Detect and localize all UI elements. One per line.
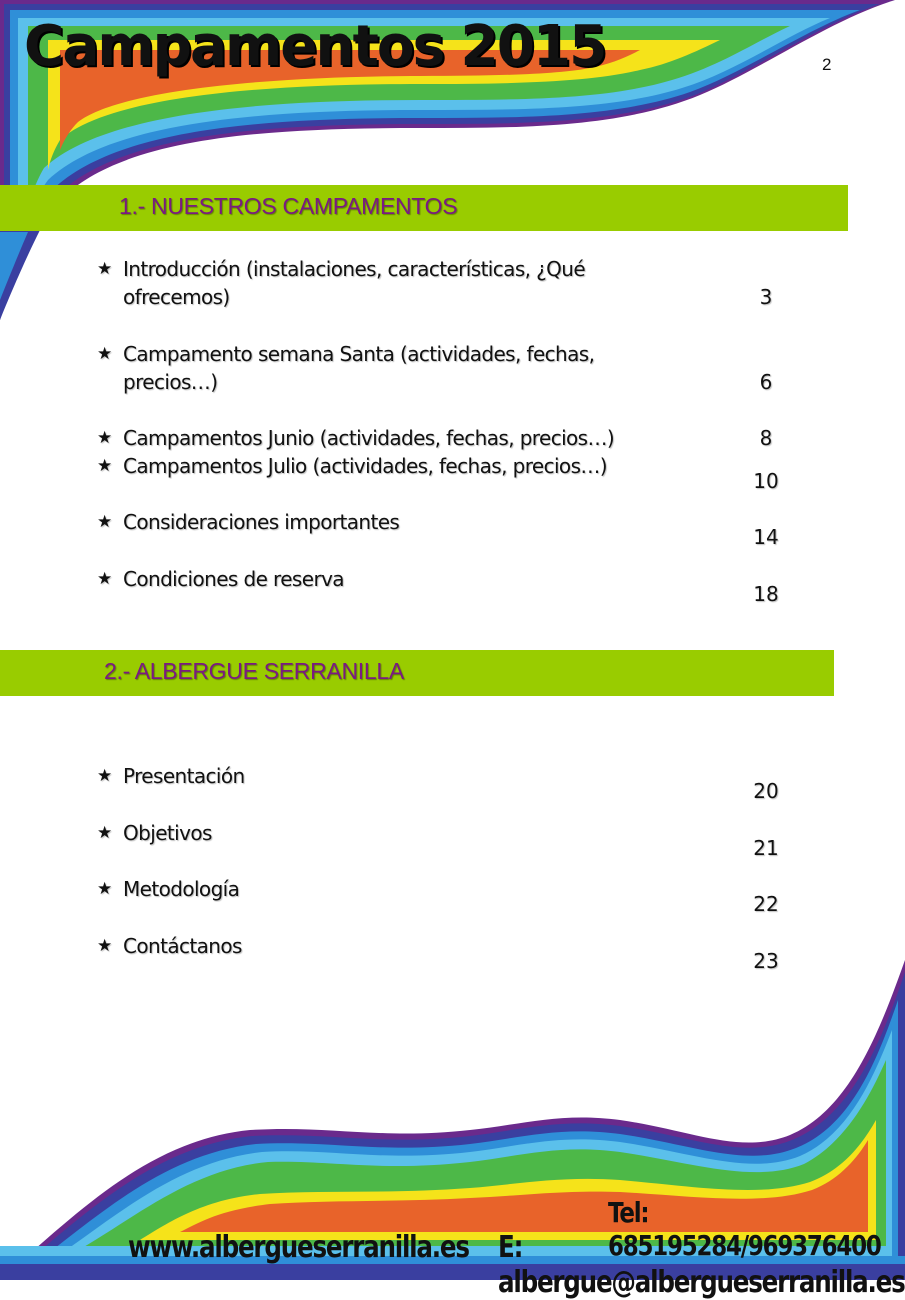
star-bullet-icon: ★ (97, 512, 113, 532)
footer-phone: Tel: 685195284/969376400 (608, 1196, 881, 1262)
footer-email-link[interactable]: E: albergue@albergueserranilla.es (498, 1230, 905, 1300)
toc-entry-page: 18 (753, 582, 779, 606)
toc-entry-junio[interactable] (97, 424, 797, 452)
toc-entry-introduccion[interactable] (97, 255, 797, 315)
footer-website-link[interactable]: www.albergueserranilla.es (128, 1230, 469, 1265)
toc-entry-page: 10 (753, 469, 779, 493)
toc-entry-page: 8 (759, 426, 773, 450)
star-bullet-icon: ★ (97, 936, 113, 956)
toc-entry-julio[interactable] (97, 452, 797, 502)
section-heading-2: 2.- ALBERGUE SERRANILLA (104, 658, 404, 684)
toc-entry-title: Campamentos Julio (actividades, fechas, precios…) (123, 454, 607, 478)
star-bullet-icon: ★ (97, 344, 113, 364)
toc-entry-title: Contáctanos (123, 934, 242, 958)
toc-entry-page: 21 (753, 836, 779, 860)
star-bullet-icon: ★ (97, 428, 113, 448)
section-heading-bar-2 (0, 650, 834, 696)
star-bullet-icon: ★ (97, 766, 113, 786)
toc-entry-objetivos[interactable] (97, 819, 797, 869)
toc-entry-metodologia[interactable] (97, 875, 797, 925)
toc-entry-semana-santa[interactable] (97, 340, 797, 400)
star-bullet-icon: ★ (97, 569, 113, 589)
toc-entry-consideraciones[interactable] (97, 508, 797, 558)
document-title: Campamentos 2015 (24, 14, 606, 79)
toc-entry-contactanos[interactable] (97, 932, 797, 982)
toc-entry-condiciones[interactable] (97, 565, 797, 615)
toc-entry-page: 20 (753, 779, 779, 803)
star-bullet-icon: ★ (97, 879, 113, 899)
toc-entry-page: 14 (753, 525, 779, 549)
star-bullet-icon: ★ (97, 259, 113, 279)
page-number: 2 (822, 55, 832, 74)
toc-entry-title: Presentación (123, 764, 245, 788)
toc-entry-title: Campamento semana Santa (actividades, fechas, (123, 342, 595, 366)
toc-entry-page: 23 (753, 949, 779, 973)
toc-entry-page: 3 (759, 285, 773, 309)
toc-entry-page: 22 (753, 892, 779, 916)
section-heading-bar-1 (0, 185, 848, 231)
toc-entry-presentacion[interactable] (97, 762, 797, 812)
toc-entry-title: Consideraciones importantes (123, 510, 400, 534)
star-bullet-icon: ★ (97, 456, 113, 476)
toc-entry-title: Condiciones de reserva (123, 567, 344, 591)
toc-entry-page: 6 (759, 370, 773, 394)
toc-entry-title: Campamentos Junio (actividades, fechas, precios…) (123, 426, 615, 450)
toc-entry-title-cont: ofrecemos) (123, 285, 230, 309)
toc-entry-title: Objetivos (123, 821, 212, 845)
section-heading-1: 1.- NUESTROS CAMPAMENTOS (119, 193, 458, 219)
toc-entry-title: Introducción (instalaciones, características, ¿Qué (123, 257, 586, 281)
star-bullet-icon: ★ (97, 823, 113, 843)
toc-entry-title: Metodología (123, 877, 240, 901)
toc-entry-title-cont: precios…) (123, 370, 218, 394)
